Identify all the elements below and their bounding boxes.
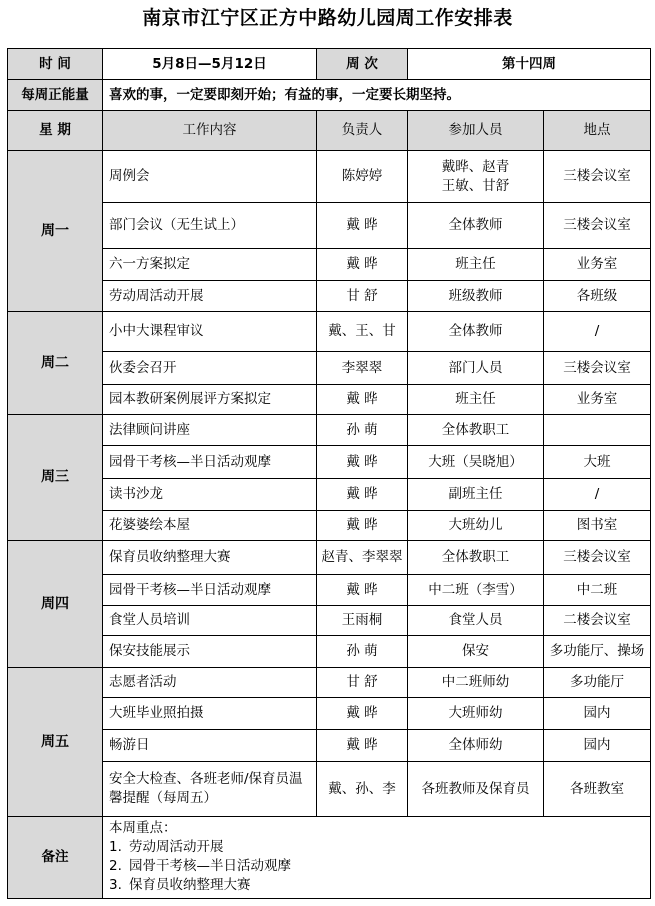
content-cell: 保安技能展示 xyxy=(103,636,317,668)
motto-text: 喜欢的事，一定要即刻开始；有益的事，一定要长期坚持。 xyxy=(103,80,651,111)
participants-cell: 中二班（李雪） xyxy=(408,575,544,606)
content-cell: 食堂人员培训 xyxy=(103,606,317,636)
col-content: 工作内容 xyxy=(103,111,317,151)
owner-cell: 王雨桐 xyxy=(317,606,408,636)
content-cell: 六一方案拟定 xyxy=(103,249,317,281)
participants-cell: 保安 xyxy=(408,636,544,668)
owner-cell: 戴、孙、李 xyxy=(317,762,408,817)
owner-cell: 戴 晔 xyxy=(317,511,408,541)
location-cell: 三楼会议室 xyxy=(544,203,651,249)
owner-cell: 戴 晔 xyxy=(317,203,408,249)
owner-cell: 戴 晔 xyxy=(317,249,408,281)
content-cell: 周例会 xyxy=(103,151,317,203)
week-value: 第十四周 xyxy=(408,49,651,80)
time-label: 时 间 xyxy=(8,49,103,80)
content-cell: 园本教研案例展评方案拟定 xyxy=(103,385,317,415)
day-cell-mon: 周一 xyxy=(8,151,103,312)
content-cell: 小中大课程审议 xyxy=(103,312,317,352)
table-row xyxy=(8,281,651,312)
owner-cell: 戴 晔 xyxy=(317,698,408,730)
owner-cell: 戴 晔 xyxy=(317,730,408,762)
participants-cell: 全体教师 xyxy=(408,203,544,249)
page-title: 南京市江宁区正方中路幼儿园周工作安排表 xyxy=(142,7,513,29)
table-row xyxy=(8,541,651,575)
table-row xyxy=(8,698,651,730)
table-row xyxy=(8,415,651,446)
table-row xyxy=(8,352,651,385)
owner-cell: 戴 晔 xyxy=(317,575,408,606)
participants-cell: 大班（吴晓旭） xyxy=(408,446,544,479)
owner-cell: 甘 舒 xyxy=(317,281,408,312)
table-row xyxy=(8,730,651,762)
notes-content xyxy=(103,817,651,899)
location-cell: 图书室 xyxy=(544,511,651,541)
content-cell: 园骨干考核—半日活动观摩 xyxy=(103,446,317,479)
content-cell: 劳动周活动开展 xyxy=(103,281,317,312)
participants-cell: 大班师幼 xyxy=(408,698,544,730)
location-cell: 各班级 xyxy=(544,281,651,312)
location-cell: 园内 xyxy=(544,698,651,730)
owner-cell: 陈婷婷 xyxy=(317,151,408,203)
location-cell: / xyxy=(544,312,651,352)
col-participants: 参加人员 xyxy=(408,111,544,151)
date-range: 5月8日—5月12日 xyxy=(103,49,317,80)
location-cell: 多功能厅、操场 xyxy=(544,636,651,668)
column-header-row xyxy=(8,111,651,151)
table-row xyxy=(8,762,651,817)
table-row xyxy=(8,511,651,541)
table-row xyxy=(8,575,651,606)
participants-cell: 部门人员 xyxy=(408,352,544,385)
owner-cell: 李翠翠 xyxy=(317,352,408,385)
day-cell-wed: 周三 xyxy=(8,415,103,541)
participants-cell: 班主任 xyxy=(408,249,544,281)
header-row xyxy=(8,49,651,80)
participants-cell: 各班教师及保育员 xyxy=(408,762,544,817)
content-cell: 花婆婆绘本屋 xyxy=(103,511,317,541)
location-cell: 业务室 xyxy=(544,385,651,415)
note-item: 2. 园骨干考核—半日活动观摩 xyxy=(109,858,291,874)
owner-cell: 戴 晔 xyxy=(317,479,408,511)
participants-cell: 全体师幼 xyxy=(408,730,544,762)
content-cell: 部门会议（无生试上） xyxy=(103,203,317,249)
table-row xyxy=(8,385,651,415)
col-day: 星 期 xyxy=(8,111,103,151)
location-cell: 中二班 xyxy=(544,575,651,606)
table-row xyxy=(8,668,651,698)
location-cell: 大班 xyxy=(544,446,651,479)
content-cell: 伙委会召开 xyxy=(103,352,317,385)
participants-cell: 副班主任 xyxy=(408,479,544,511)
owner-cell: 戴 晔 xyxy=(317,446,408,479)
owner-cell: 孙 萌 xyxy=(317,636,408,668)
table-row xyxy=(8,606,651,636)
content-cell: 大班毕业照拍摄 xyxy=(103,698,317,730)
table-row xyxy=(8,249,651,281)
table-row xyxy=(8,446,651,479)
content-cell: 读书沙龙 xyxy=(103,479,317,511)
participants-cell: 班级教师 xyxy=(408,281,544,312)
table-row xyxy=(8,203,651,249)
notes-label: 备注 xyxy=(8,817,103,899)
day-cell-thu: 周四 xyxy=(8,541,103,668)
participants-cell: 食堂人员 xyxy=(408,606,544,636)
location-cell: 二楼会议室 xyxy=(544,606,651,636)
owner-cell: 戴 晔 xyxy=(317,385,408,415)
location-cell: / xyxy=(544,479,651,511)
location-cell: 三楼会议室 xyxy=(544,151,651,203)
content-cell: 法律顾问讲座 xyxy=(103,415,317,446)
schedule-table xyxy=(7,48,651,899)
notes-heading: 本周重点： xyxy=(109,820,177,836)
note-item: 3. 保育员收纳整理大赛 xyxy=(109,877,251,893)
location-cell: 三楼会议室 xyxy=(544,352,651,385)
location-cell: 各班教室 xyxy=(544,762,651,817)
table-row xyxy=(8,312,651,352)
col-owner: 负责人 xyxy=(317,111,408,151)
table-row xyxy=(8,151,651,203)
content-cell: 园骨干考核—半日活动观摩 xyxy=(103,575,317,606)
participants-cell: 全体教职工 xyxy=(408,415,544,446)
owner-cell: 甘 舒 xyxy=(317,668,408,698)
table-row xyxy=(8,479,651,511)
content-cell: 志愿者活动 xyxy=(103,668,317,698)
participants-cell: 全体教职工 xyxy=(408,541,544,575)
week-label: 周 次 xyxy=(317,49,408,80)
location-cell: 多功能厅 xyxy=(544,668,651,698)
participants-cell: 全体教师 xyxy=(408,312,544,352)
location-cell: 三楼会议室 xyxy=(544,541,651,575)
location-cell xyxy=(544,415,651,446)
note-item: 1. 劳动周活动开展 xyxy=(109,839,224,855)
col-location: 地点 xyxy=(544,111,651,151)
owner-cell: 赵青、李翠翠 xyxy=(317,541,408,575)
location-cell: 业务室 xyxy=(544,249,651,281)
participants-cell: 班主任 xyxy=(408,385,544,415)
day-cell-fri: 周五 xyxy=(8,668,103,817)
owner-cell: 孙 萌 xyxy=(317,415,408,446)
content-cell: 保育员收纳整理大赛 xyxy=(103,541,317,575)
motto-row xyxy=(8,80,651,111)
table-row xyxy=(8,636,651,668)
owner-cell: 戴、王、甘 xyxy=(317,312,408,352)
participants-cell: 大班幼儿 xyxy=(408,511,544,541)
content-cell: 畅游日 xyxy=(103,730,317,762)
day-cell-tue: 周二 xyxy=(8,312,103,415)
participants-cell: 中二班师幼 xyxy=(408,668,544,698)
location-cell: 园内 xyxy=(544,730,651,762)
content-cell: 安全大检查、各班老师/保育员温馨提醒（每周五） xyxy=(103,762,317,817)
participants-cell: 戴晔、赵青 王敏、甘舒 xyxy=(408,151,544,203)
notes-row xyxy=(8,817,651,899)
motto-label: 每周正能量 xyxy=(8,80,103,111)
